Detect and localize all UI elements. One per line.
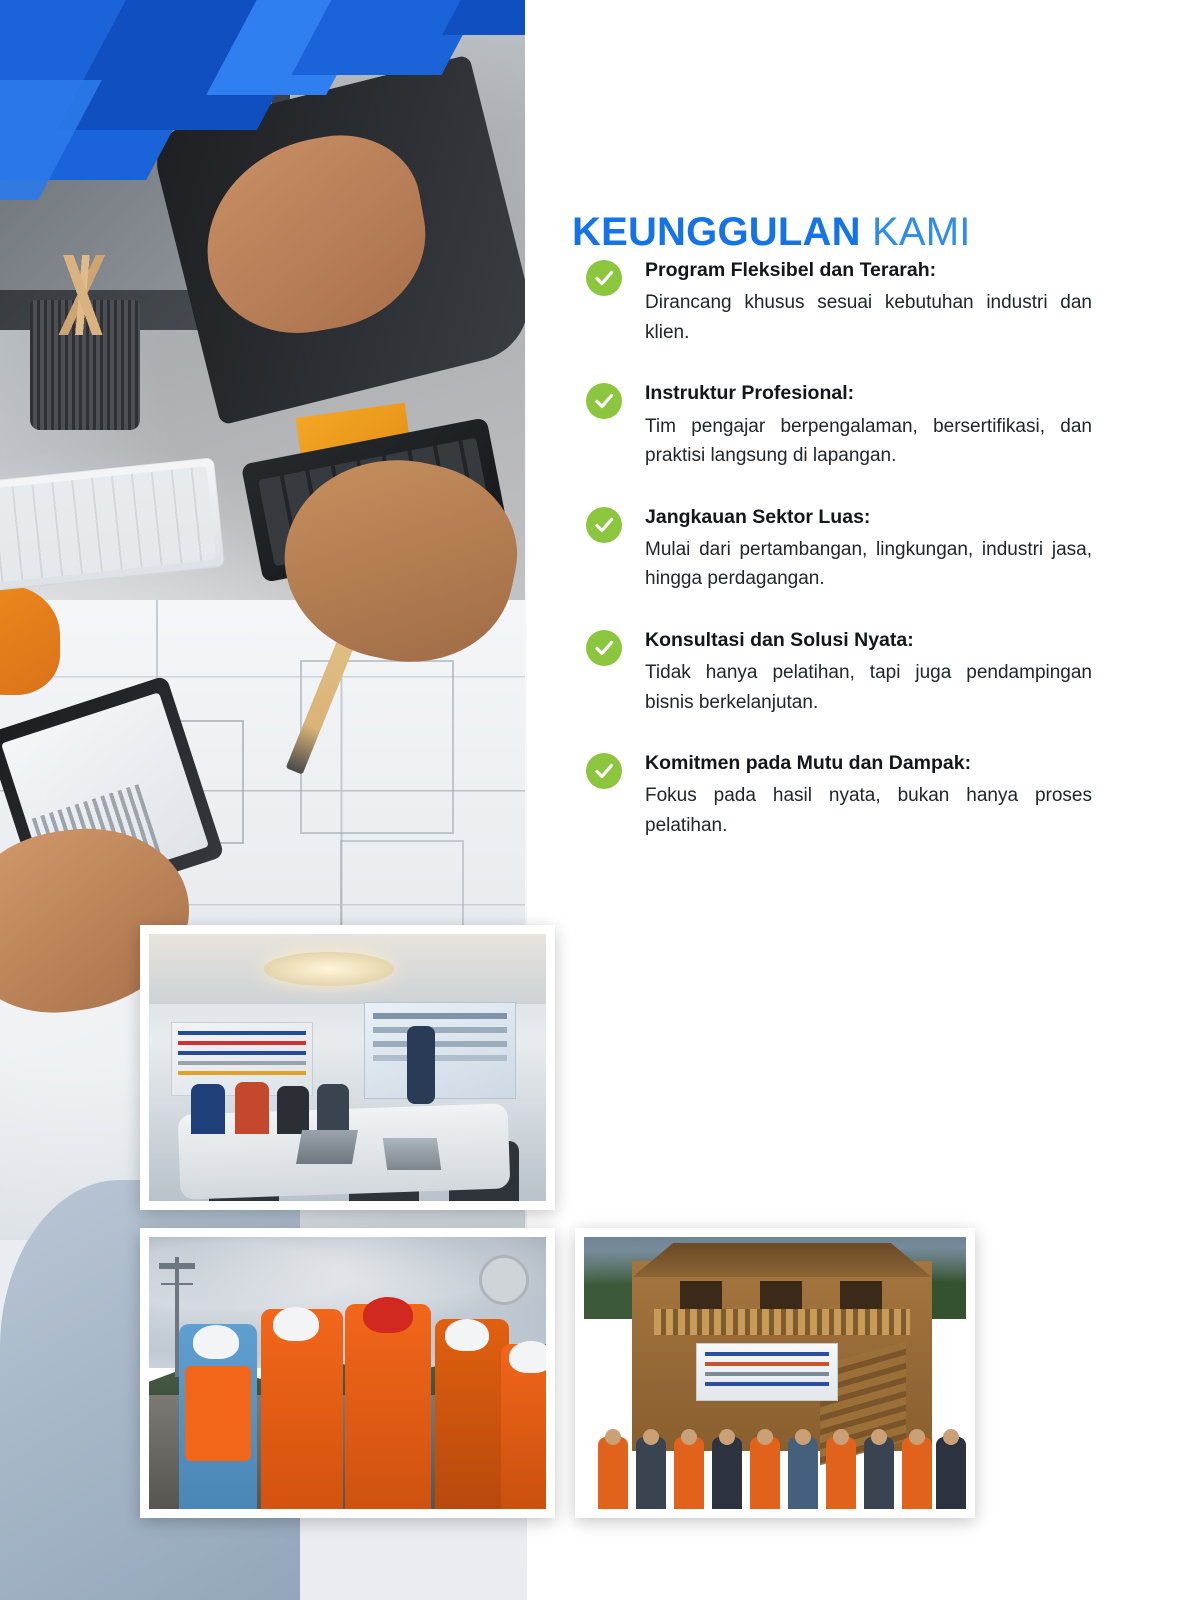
participant-head-shape <box>681 1429 697 1445</box>
event-banner-shape <box>696 1343 838 1401</box>
safety-helmet-shape <box>273 1307 319 1341</box>
page-title <box>572 209 971 254</box>
list-item <box>572 258 1092 347</box>
safety-helmet-shape <box>193 1325 239 1359</box>
satellite-dish-shape <box>479 1255 529 1305</box>
list-item <box>572 505 1092 594</box>
participants-row <box>584 1421 966 1509</box>
meeting-photo <box>149 934 546 1201</box>
workers-photo <box>149 1237 546 1509</box>
safety-helmet-shape <box>363 1297 413 1333</box>
safety-vest-shape <box>185 1366 251 1461</box>
participant-head-shape <box>795 1429 811 1445</box>
advantage-title: Program Fleksibel dan Terarah: <box>645 259 937 281</box>
advantage-title: Komitmen pada Mutu dan Dampak: <box>645 752 972 774</box>
laptop-shape <box>296 1130 358 1164</box>
participant-shape <box>826 1437 856 1509</box>
ceiling-light-shape <box>264 952 394 986</box>
advantage-title: Instruktur Profesional: <box>645 382 855 405</box>
advantage-text: Dirancang khusus sesuai kebutuhan industri dan klien. <box>645 292 1092 343</box>
presenter-shape <box>407 1026 435 1104</box>
safety-helmet-shape <box>445 1319 489 1351</box>
group-photo-card <box>575 1228 975 1518</box>
advantage-text: Fokus pada hasil nyata, bukan hanya proses pelatihan. <box>645 785 1092 836</box>
participant-shape <box>936 1437 966 1509</box>
list-item <box>572 751 1092 840</box>
advantage-title: Konsultasi dan Solusi Nyata: <box>645 628 914 651</box>
check-circle-icon <box>586 753 622 789</box>
blueprint-detail-b <box>340 840 464 934</box>
participant-head-shape <box>719 1429 735 1445</box>
advantage-text: Tidak hanya pelatihan, tapi juga pendampingan bisnis berkelanjutan. <box>645 662 1092 713</box>
participant-shape <box>317 1084 349 1134</box>
meeting-photo-card <box>140 925 555 1210</box>
participant-shape <box>235 1082 269 1134</box>
participant-head-shape <box>833 1429 849 1445</box>
page-title-strong: KEUNGGULAN <box>572 209 861 254</box>
laptop-shape <box>383 1138 441 1170</box>
participant-shape <box>712 1437 742 1509</box>
group-photo <box>584 1237 966 1509</box>
advantage-text: Mulai dari pertambangan, lingkungan, industri jasa, hingga perdagangan. <box>645 538 1092 590</box>
check-circle-icon <box>586 260 622 296</box>
railing-shape <box>654 1309 910 1335</box>
participant-shape <box>864 1437 894 1509</box>
participant-shape <box>750 1437 780 1509</box>
participant-head-shape <box>871 1429 887 1445</box>
workers-photo-card <box>140 1228 555 1518</box>
participant-head-shape <box>605 1429 621 1445</box>
check-circle-icon <box>586 630 622 666</box>
participant-shape <box>598 1437 628 1509</box>
blue-geometric-header <box>0 0 527 200</box>
projector-screen-shape <box>364 1002 516 1099</box>
participant-head-shape <box>643 1429 659 1445</box>
participant-head-shape <box>757 1429 773 1445</box>
worker-shape <box>345 1304 431 1509</box>
list-item <box>572 381 1092 470</box>
participant-shape <box>788 1437 818 1509</box>
list-item <box>572 628 1092 717</box>
advantage-text: Tim pengajar berpengalaman, bersertifikasi, dan praktisi langsung di lapangan. <box>645 415 1092 467</box>
pencils-shape <box>25 255 145 335</box>
participant-shape <box>191 1084 225 1134</box>
safety-helmet-shape <box>509 1341 546 1373</box>
keyboard-shape <box>0 457 225 593</box>
page-title-light: KAMI <box>872 209 971 254</box>
participant-head-shape <box>909 1429 925 1445</box>
participant-shape <box>674 1437 704 1509</box>
participant-shape <box>902 1437 932 1509</box>
participant-shape <box>636 1437 666 1509</box>
advantage-title: Jangkauan Sektor Luas: <box>645 505 871 528</box>
check-circle-icon <box>586 507 622 543</box>
participant-shape <box>277 1086 309 1134</box>
check-circle-icon <box>586 383 622 419</box>
advantages-list <box>572 258 1092 874</box>
participant-head-shape <box>943 1429 959 1445</box>
